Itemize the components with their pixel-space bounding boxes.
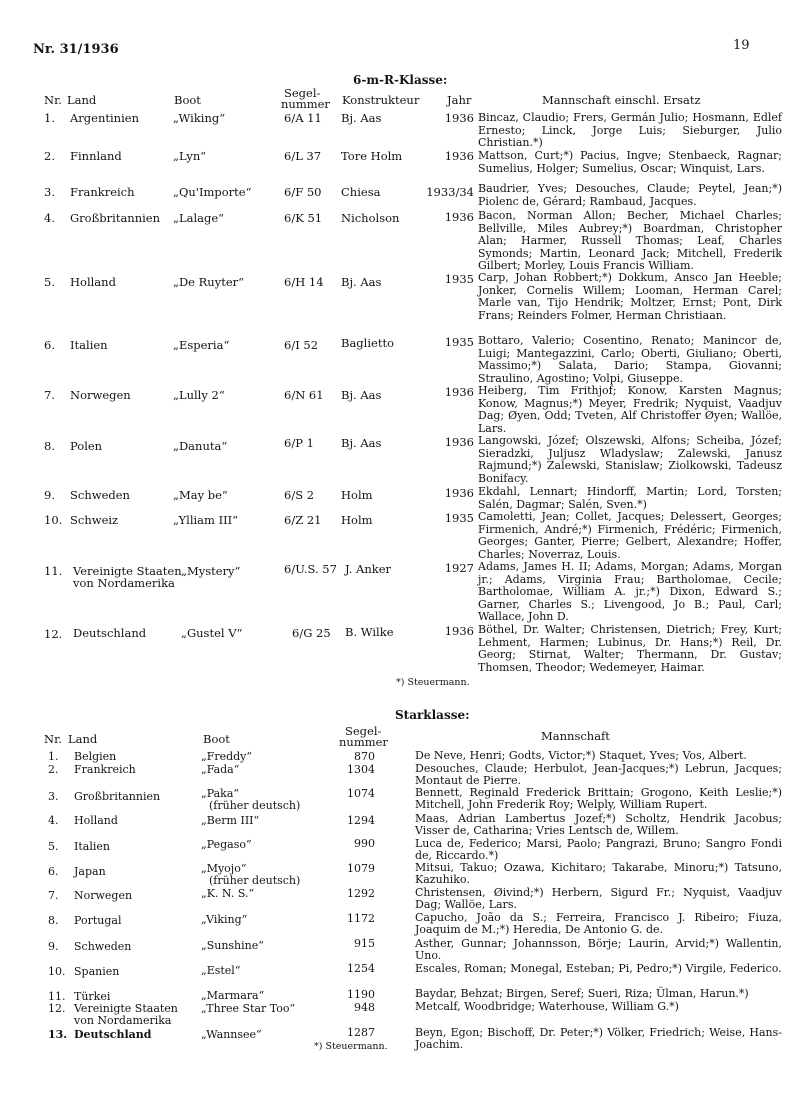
row-segel: 6/U.S. 57 [284,562,337,576]
row-segel: 1294 [347,814,375,827]
row-segel: 6/G 25 [292,626,331,640]
header-konstrukteur: Konstrukteur [342,93,420,107]
row-konstrukteur: Tore Holm [341,149,403,163]
row-crew: Baudrier, Yves; Desouches, Claude; Peytel, Jean;*) Piolenc de, Gérard; Rambaud, Jacques. [478,182,782,208]
row-boot: „Danuta“ [173,439,228,453]
header-mannschaft: Mannschaft einschl. Ersatz [542,93,701,107]
row-crew: Luca de, Federico; Marsi, Paolo; Pangrazi, Bruno; Sangro Fondi de, Riccardo.*) [415,837,782,862]
row-segel: 1292 [347,887,375,900]
row-land: Schweiz [70,513,119,527]
row-boot: „May be“ [173,488,228,502]
row-boot: „Marmara“ [201,989,265,1002]
row-crew: Heiberg, Tim Frithjof; Konow, Karsten Magnus; Konow, Magnus;*) Meyer, Fredrik; Nyquist, Vaadjuv Dag; Øyen, Odd; Tveten, Alf Christoffer Øyen; Wallöe, Lars. [478,384,782,435]
row-boot: „Freddy“ [201,750,253,763]
row-konstrukteur: Bj. Aas [341,275,382,289]
row-boot: „Lyn“ [173,149,207,163]
row-konstrukteur: Baglietto [341,336,394,350]
row-konstrukteur: Bj. Aas [341,111,382,125]
row-segel: 6/N 61 [284,388,324,402]
row-nr: 8. [44,439,55,453]
row-segel: 6/S 2 [284,488,315,502]
row-konstrukteur: J. Anker [345,562,392,576]
row-jahr: 1927 [444,561,474,575]
row-land: Italien [74,840,110,853]
row-nr: 12. [48,1002,66,1015]
row-boot: „Lalage“ [173,211,225,225]
row-land: Großbritannien [74,790,161,803]
row-segel: 6/L 37 [284,149,322,163]
row-nr: 13. [48,1028,68,1041]
row-nr: 9. [44,488,55,502]
row-land: Argentinien [70,111,139,125]
row-nr: 9. [48,940,59,953]
row-segel: 1079 [347,862,375,875]
row-jahr: 1935 [444,335,474,349]
row-crew: Bincaz, Claudio; Frers, Germán Julio; Hosmann, Edlef Ernesto; Linck, Jorge Luis; Sieburger, Julio Christian.*) [478,111,782,149]
header-land: Land [68,732,98,746]
row-boot: „De Ruyter“ [173,275,245,289]
row-boot: „Three Star Too“ [201,1002,296,1015]
row-crew: Metcalf, Woodbridge; Waterhouse, William G.*) [415,1000,679,1013]
row-jahr: 1936 [444,210,474,224]
header-segel-1: Segel- [284,86,321,100]
row-boot: „Esperia“ [173,338,230,352]
row-nr: 1. [48,750,59,763]
row-boot: „Mystery“ [181,564,241,578]
row-land: Italien [70,338,108,352]
row-nr: 10. [48,965,66,978]
row-jahr: 1935 [444,511,474,525]
row-land: Frankreich [70,185,135,199]
row-crew: Bottaro, Valerio; Cosentino, Renato; Manincor de, Luigi; Mantegazzini, Carlo; Oberti, Giuliano; Oberti, Massimo;*) Salata, Dario; Stampa, Giovanni; Straulino, Agostino; Volpi, Giuseppe. [478,334,782,385]
row-crew: Desouches, Claude; Herbulot, Jean-Jacques;*) Lebrun, Jacques; Montaut de Pierre. [415,762,782,787]
row-land: Norwegen [74,889,133,902]
header-boot: Boot [174,93,201,107]
row-jahr: 1936 [444,624,474,638]
row-konstrukteur: Bj. Aas [341,388,382,402]
row-nr: 7. [48,889,59,902]
row-konstrukteur: Holm [341,488,373,502]
row-segel: 6/A 11 [284,111,322,125]
header-nr: Nr. [44,732,62,746]
row-segel: 1190 [347,988,375,1001]
star-footnote: *) Steuermann. [314,1041,388,1052]
row-nr: 2. [48,763,59,776]
row-boot-note: (früher deutsch) [209,799,301,812]
row-jahr: 1936 [444,111,474,125]
row-nr: 5. [48,840,59,853]
row-crew: Christensen, Øivind;*) Herbern, Sigurd Fr.; Nyquist, Vaadjuv Dag; Wallöe, Lars. [415,886,782,911]
row-land: Türkei [74,990,111,1003]
row-land: Deutschland [74,1028,152,1041]
row-segel: 1287 [347,1026,375,1039]
row-segel: 6/F 50 [284,185,322,199]
row-nr: 3. [48,790,59,803]
row-boot: „Viking“ [201,913,248,926]
row-nr: 12. [44,627,63,641]
row-jahr: 1936 [444,385,474,399]
row-land: Norwegen [70,388,131,402]
row-nr: 11. [48,990,66,1003]
row-segel: 6/Z 21 [284,513,322,527]
row-boot-note: (früher deutsch) [209,874,301,887]
row-land: Spanien [74,965,120,978]
row-segel: 1172 [347,912,375,925]
row-crew: Maas, Adrian Lambertus Jozef;*) Scholtz, Hendrik Jacobus; Visser de, Catharina; Vries Lentsch de, Willem. [415,812,782,837]
row-segel: 6/H 14 [284,275,324,289]
row-land: Polen [70,439,103,453]
row-crew: Carp, Johan Robbert;*) Dokkum, Ansco Jan Heeble; Jonker, Cornelis Willem; Looman, Herman Carel; Marle van, Tijo Hendrik; Moltzer, Ernst; Pont, Dirk Frans; Reinders Folmer, Herman Christiaan. [478,271,782,322]
row-crew: Mitsui, Takuo; Ozawa, Kichitaro; Takarabe, Minoru;*) Tatsuno, Kazuhiko. [415,861,782,886]
row-boot: „Paka“ [201,787,240,800]
header-nr: Nr. [44,93,62,107]
row-crew: Bacon, Norman Allon; Becher, Michael Charles; Bellville, Miles Aubrey;*) Boardman, Christopher Alan; Harmer, Russell Thomas; Leaf, Charles Symonds; Martin, Leonard Jack; Mitchell, Frederik Gilbert; Morley, Louis Francis William. [478,209,782,272]
header-segel-2: nummer [339,735,388,749]
six-m-footnote: *) Steuermann. [396,677,470,688]
row-jahr: 1935 [444,272,474,286]
row-land: Japan [74,865,106,878]
row-nr: 11. [44,564,63,578]
row-segel: 6/P 1 [284,436,314,450]
row-boot: „Qu'Importe“ [173,185,252,199]
row-konstrukteur: Bj. Aas [341,436,382,450]
row-segel: 915 [354,937,375,950]
row-land: Finnland [70,149,122,163]
row-segel: 6/I 52 [284,338,319,352]
header-segel-1: Segel- [345,724,382,738]
row-crew: Adams, James H. II; Adams, Morgan; Adams, Morgan jr.; Adams, Virginia Frau; Bartholomae, Cecile; Bartholomae, William A. jr.;*) Dixon, Edward S.; Garner, Charles S.; Livengood, Jo B.; Paul, Carl; Wallace, John D. [478,560,782,623]
row-nr: 5. [44,275,55,289]
row-crew: Beyn, Egon; Bischoff, Dr. Peter;*) Völker, Friedrich; Weise, Hans-Joachim. [415,1026,782,1051]
row-land-continued: von Nordamerika [74,1014,172,1027]
header-boot: Boot [203,732,230,746]
row-boot: „Wannsee“ [201,1028,262,1041]
row-crew: Asther, Gunnar; Johannsson, Börje; Laurin, Arvid;*) Wallentin, Uno. [415,937,782,962]
row-segel: 1254 [347,962,375,975]
row-nr: 6. [48,865,59,878]
row-nr: 4. [48,814,59,827]
header-land: Land [67,93,97,107]
row-land: Holland [74,814,118,827]
row-crew: Langowski, Józef; Olszewski, Alfons; Scheiba, Józef; Sieradzki, Juljusz Wladyslaw; Zalewski, Janusz Rajmund;*) Zalewski, Stanislaw; Ziolkowski, Tadeusz Bonifacy. [478,434,782,485]
row-crew: Escales, Roman; Monegal, Esteban; Pi, Pedro;*) Virgile, Federico. [415,962,782,975]
row-boot: „Pegaso“ [201,838,252,851]
row-crew: Mattson, Curt;*) Pacius, Ingve; Stenbaeck, Ragnar; Sumelius, Holger; Sumelius, Oscar; Winquist, Lars. [478,149,782,175]
row-jahr: 1936 [444,435,474,449]
row-boot: „Ylliam III“ [173,513,239,527]
row-land: Schweden [70,488,130,502]
row-land: Belgien [74,750,117,763]
row-segel: 990 [354,837,375,850]
row-land: Vereinigte Staaten [73,564,182,578]
row-konstrukteur: Chiesa [341,185,381,199]
page-number: 19 [733,38,750,53]
six-m-section-title: 6-m-R-Klasse: [353,73,448,87]
row-konstrukteur: Holm [341,513,373,527]
row-boot: „Lully 2“ [173,388,225,402]
row-jahr: 1933/34 [426,185,474,199]
row-crew: Baydar, Behzat; Birgen, Seref; Sueri, Riza; Ülman, Harun.*) [415,987,749,1000]
row-boot: „Gustel V“ [181,626,243,640]
header-segel-2: nummer [281,97,330,111]
row-boot: „Sunshine“ [201,939,264,952]
row-boot: „Myojo“ [201,862,247,875]
header-mannschaft: Mannschaft [541,729,610,743]
row-segel: 1304 [347,763,375,776]
row-land: Schweden [74,940,132,953]
row-land: Vereinigte Staaten [74,1002,178,1015]
row-nr: 4. [44,211,55,225]
row-jahr: 1936 [444,486,474,500]
row-nr: 10. [44,513,63,527]
row-land: Deutschland [73,626,147,640]
row-segel: 870 [354,750,375,763]
header-jahr: Jahr [447,93,472,107]
row-land: Holland [70,275,116,289]
row-boot: „K. N. S.“ [201,887,255,900]
row-land-continued: von Nordamerika [73,576,175,590]
row-segel: 6/K 51 [284,211,323,225]
row-crew: De Neve, Henri; Godts, Victor;*) Staquet, Yves; Vos, Albert. [415,749,747,762]
row-jahr: 1936 [444,149,474,163]
row-land: Frankreich [74,763,136,776]
row-land: Portugal [74,914,122,927]
row-boot: „Berm III“ [201,814,260,827]
row-crew: Böthel, Dr. Walter; Christensen, Dietrich; Frey, Kurt; Lehment, Harmen; Lubinus, Dr. Hans;*) Reil, Dr. Georg; Stirnat, Walter; Thermann, Dr. Gustav; Thomsen, Theodor; Wedemeyer, Haimar. [478,623,782,674]
row-nr: 6. [44,338,55,352]
row-crew: Capucho, João da S.; Ferreira, Francisco J. Ribeiro; Fiuza, Joaquim de M.;*) Heredia, De Antonio G. de. [415,911,782,936]
row-boot: „Estel“ [201,964,241,977]
row-nr: 1. [44,111,55,125]
row-nr: 8. [48,914,59,927]
row-land: Großbritannien [70,211,161,225]
row-crew: Bennett, Reginald Frederick Brittain; Grogono, Keith Leslie;*) Mitchell, John Frederik Roy; Welply, William Rupert. [415,786,782,811]
row-konstrukteur: B. Wilke [345,625,394,639]
row-segel: 948 [354,1001,375,1014]
issue-number: Nr. 31/1936 [33,42,119,57]
row-konstrukteur: Nicholson [341,211,400,225]
row-segel: 1074 [347,787,375,800]
row-boot: „Wiking“ [173,111,226,125]
row-boot: „Fada“ [201,763,240,776]
star-section-title: Starklasse: [395,708,470,722]
row-nr: 2. [44,149,55,163]
row-crew: Ekdahl, Lennart; Hindorff, Martin; Lord, Torsten; Salén, Dagmar; Salén, Sven.*) [478,485,782,511]
row-nr: 7. [44,388,55,402]
row-nr: 3. [44,185,55,199]
row-crew: Camoletti, Jean; Collet, Jacques; Delessert, Georges; Firmenich, André;*) Firmenich, Frédéric; Firmenich, Georges; Ganter, Pierre; Gelbert, Alexandre; Hoffer, Charles; Noverraz, Louis. [478,510,782,561]
